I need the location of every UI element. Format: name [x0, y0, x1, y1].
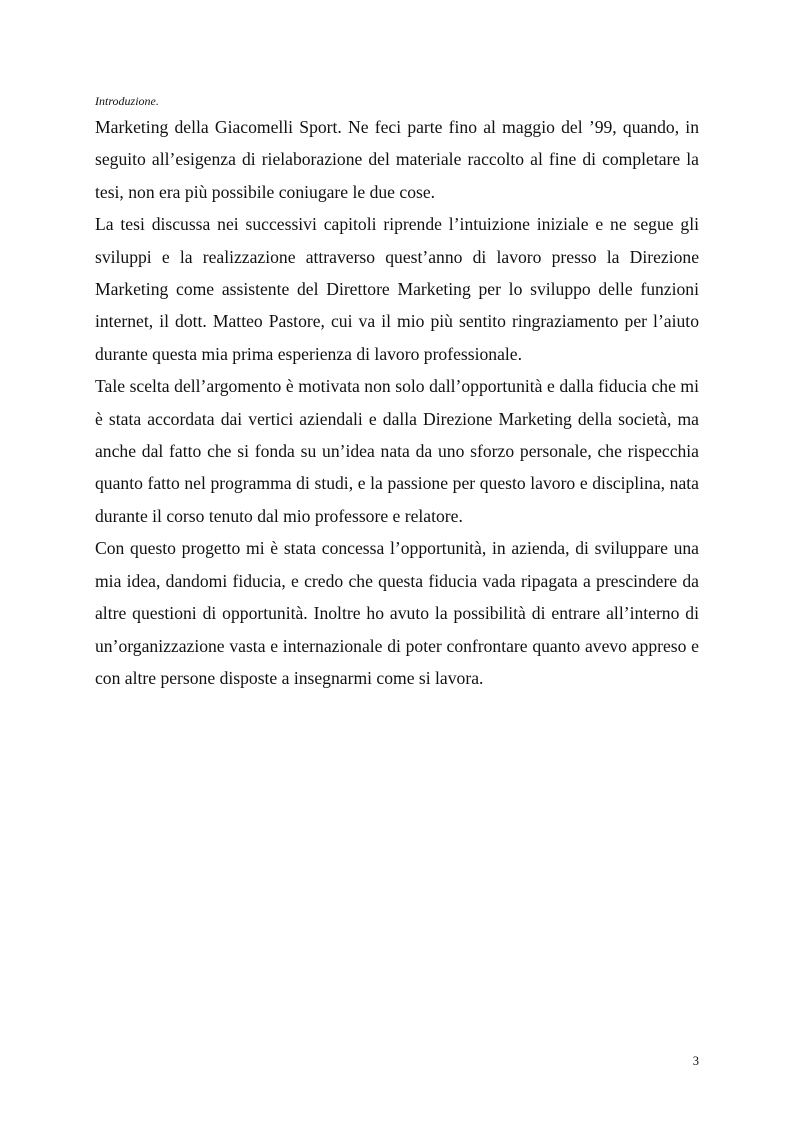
running-header: Introduzione. — [95, 94, 159, 108]
paragraph-4: Con questo progetto mi è stata concessa l’opportunità, in azienda, di sviluppare una mia idea, dandomi fiducia, e credo che questa fiducia vada ripagata a prescindere da altre questioni di opportunità. Inoltre ho avuto la possibilità di entrare all’interno di un’organizzazione vasta e internazionale di poter confrontare quanto avevo appreso e con altre persone disposte a insegnarmi come si lavora. — [95, 538, 699, 688]
paragraph-1: Marketing della Giacomelli Sport. Ne feci parte fino al maggio del ’99, quando, in seguito all’esigenza di rielaborazione del materiale raccolto al fine di completare la tesi, non era più possibile coniugare le due cose. — [95, 117, 699, 202]
page-number: 3 — [692, 1054, 699, 1068]
paragraph-3: Tale scelta dell’argomento è motivata non solo dall’opportunità e dalla fiducia che mi è stata accordata dai vertici aziendali e dalla Direzione Marketing della società, ma anche dal fatto che si fonda su un’idea nata da uno sforzo personale, che rispecchia quanto fatto nel programma di studi, e la passione per questo lavoro e disciplina, nata durante il corso tenuto dal mio professore e relatore. — [95, 376, 699, 526]
body-text — [95, 111, 699, 694]
paragraph-2: La tesi discussa nei successivi capitoli riprende l’intuizione iniziale e ne segue gli sviluppi e la realizzazione attraverso quest’anno di lavoro presso la Direzione Marketing come assistente del Direttore Marketing per lo sviluppo delle funzioni internet, il dott. Matteo Pastore, cui va il mio più sentito ringraziamento per l’aiuto durante questa mia prima esperienza di lavoro professionale. — [95, 214, 699, 364]
